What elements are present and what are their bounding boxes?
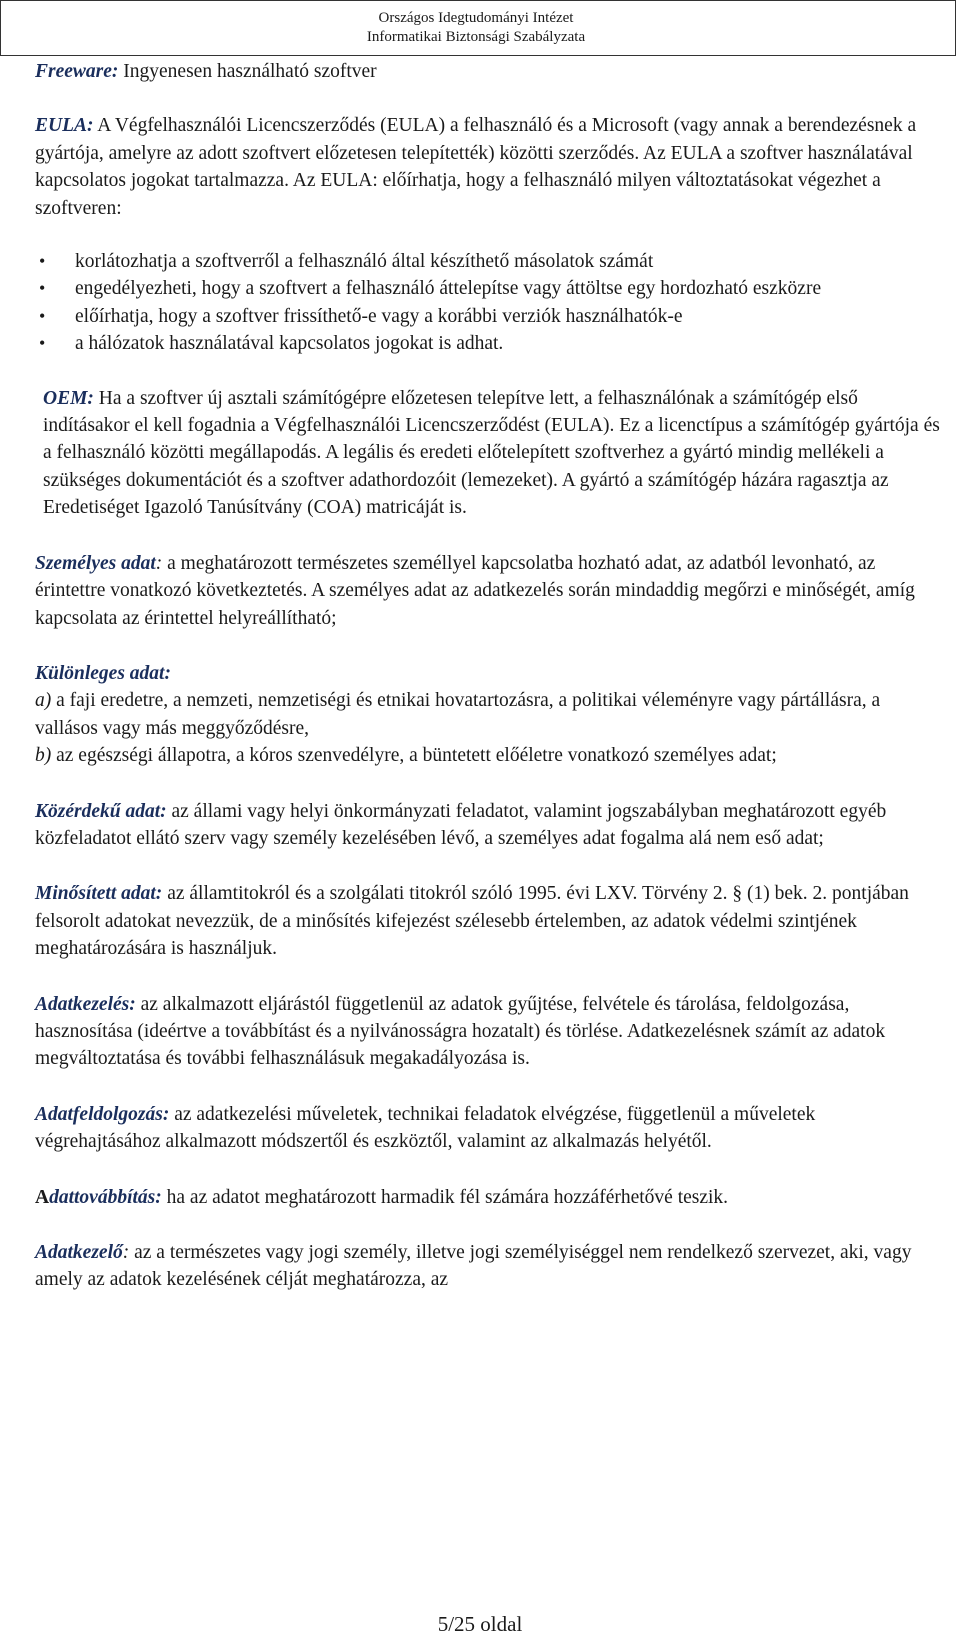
header-title: Informatikai Biztonsági Szabályzata <box>366 29 586 45</box>
list-item: • engedélyezheti, hogy a szoftvert a felhasználó áttelepítse vagy áttöltse egy hordozható eszközre <box>35 275 940 302</box>
header-institute: Országos Idegtudományi Intézet <box>378 10 574 26</box>
adatfeldolgozas-definition <box>35 1101 940 1156</box>
szemelyes-term: Személyes adat <box>35 552 156 574</box>
list-item: • előírhatja, hogy a szoftver frissíthető-e vagy a korábbi verziók használhatók-e <box>35 303 940 330</box>
page-header <box>0 0 956 56</box>
oem-definition <box>35 385 940 522</box>
minositett-term: Minősített adat: <box>35 883 163 905</box>
header-text <box>341 9 611 47</box>
adatkezelo-term: Adatkezelő <box>35 1242 123 1263</box>
adattovabbitas-term-initial: A <box>35 1186 50 1208</box>
adattovabbitas-term: dattovábbítás: <box>49 1186 162 1208</box>
list-item: • a hálózatok használatával kapcsolatos jogokat is adhat. <box>35 330 940 357</box>
kulonleges-b-label: b) <box>35 745 52 767</box>
adatkezelo-text: az a természetes vagy jogi személy, illetve jogi személyiséggel nem rendelkező szervezet, aki, vagy amely az adatok kezelésének célját meghatározza, az <box>35 1242 912 1291</box>
eula-bullet-list <box>35 248 940 358</box>
kulonleges-b-text: az egészségi állapotra, a kóros szenvedélyre, a büntetett előéletre vonatkozó személyes adat; <box>51 745 777 767</box>
minositett-definition <box>35 880 940 962</box>
kozerdeku-definition <box>35 798 940 853</box>
adatfeldolgozas-term: Adatfeldolgozás: <box>35 1103 170 1125</box>
kulonleges-term: Különleges adat: <box>35 662 171 684</box>
eula-text: A Végfelhasználói Licencszerződés (EULA) a felhasználó és a Microsoft (vagy annak a berendezésnek a gyártója, amelyre az adott szoftvert előzetesen telepítették) közötti szerződés. Az EULA a szoftver használatával kapcsolatos jogokat tartalmazza. Az EULA: előírhatja, hogy a felhasználó milyen változtatásokat végezhet a szoftveren: <box>35 115 917 219</box>
eula-definition <box>35 112 940 222</box>
list-item: • korlátozhatja a szoftverről a felhasználó által készíthető másolatok számát <box>35 248 940 275</box>
kulonleges-a-text: a faji eredetre, a nemzeti, nemzetiségi és etnikai hovatartozásra, a politikai véleményre vagy pártállásra, a vallásos vagy más meggyőződésre, <box>35 690 881 739</box>
oem-text: Ha a szoftver új asztali számítógépre előzetesen telepítve lett, a felhasználónak a számítógép első indításakor el kell fogadnia a Végfelhasználói Licencszerződést (EULA). Ez a licenctípus a számítógép gyártója és a felhasználó közötti megállapodás. A legális és eredeti előtelepített szoftverhez a gyártó mindig mellékeli a szükséges dokumentációt és a szoftver adathordozóit (lemezeket). A gyártó a számítógép házára ragasztja az Eredetiséget Igazoló Tanúsítvány (COA) matricáját is. <box>43 387 940 519</box>
oem-term: OEM: <box>43 387 94 409</box>
szemelyes-colon: : <box>155 552 163 574</box>
szemelyes-definition <box>35 550 940 632</box>
eula-term: EULA: <box>35 115 94 137</box>
freeware-term: Freeware: <box>35 61 119 82</box>
freeware-definition <box>35 58 940 85</box>
minositett-text: az államtitokról és a szolgálati titokról szóló 1995. évi LXV. Törvény 2. § (1) bek. 2. pontjában felsorolt adatokat nevezzük, de a minősítés kifejezést szélesebb értelemben, az adatok védelmi szintjének meghatározására is használjuk. <box>35 883 909 960</box>
kozerdeku-term: Közérdekű adat: <box>35 800 167 822</box>
adatkezelo-colon: : <box>122 1242 130 1263</box>
kulonleges-a-label: a) <box>35 690 52 712</box>
kulonleges-definition <box>35 660 940 770</box>
adatkezelo-definition <box>35 1239 940 1294</box>
document-body <box>35 56 940 1294</box>
freeware-text: Ingyenesen használható szoftver <box>118 61 377 82</box>
adatkezeles-definition <box>35 991 940 1073</box>
adatkezeles-term: Adatkezelés: <box>35 993 136 1015</box>
adatfeldolgozas-text: az adatkezelési műveletek, technikai feladatok elvégzése, függetlenül a műveletek végrehajtásához alkalmazott módszertől és eszköztől, valamint az alkalmazás helyétől. <box>35 1103 816 1153</box>
kozerdeku-text: az állami vagy helyi önkormányzati feladatot, valamint jogszabályban meghatározott egyéb közfeladatot ellátó szerv vagy személy kezelésében lévő, a személyes adat fogalma alá nem eső adat; <box>35 800 887 849</box>
adattovabbitas-text: ha az adatot meghatározott harmadik fél számára hozzáférhetővé teszik. <box>161 1186 729 1208</box>
szemelyes-text: a meghatározott természetes személlyel kapcsolatba hozható adat, az adatból levonható, az érintettre vonatkozó következtetés. A személyes adat az adatkezelés során mindaddig megőrzi e minőségét, amíg kapcsolata az érintettel helyreállítható; <box>35 552 915 629</box>
page-number: 5/25 oldal <box>437 1612 523 1636</box>
adattovabbitas-definition <box>35 1184 940 1211</box>
adatkezeles-text: az alkalmazott eljárástól függetlenül az adatok gyűjtése, felvétele és tárolása, feldolgozása, hasznosítása (ideértve a továbbítást és a nyilvánosságra hozatalt) és törlése. Adatkezelésnek számít az adatok megváltoztatása és további felhasználásuk megakadályozása is. <box>35 993 886 1070</box>
